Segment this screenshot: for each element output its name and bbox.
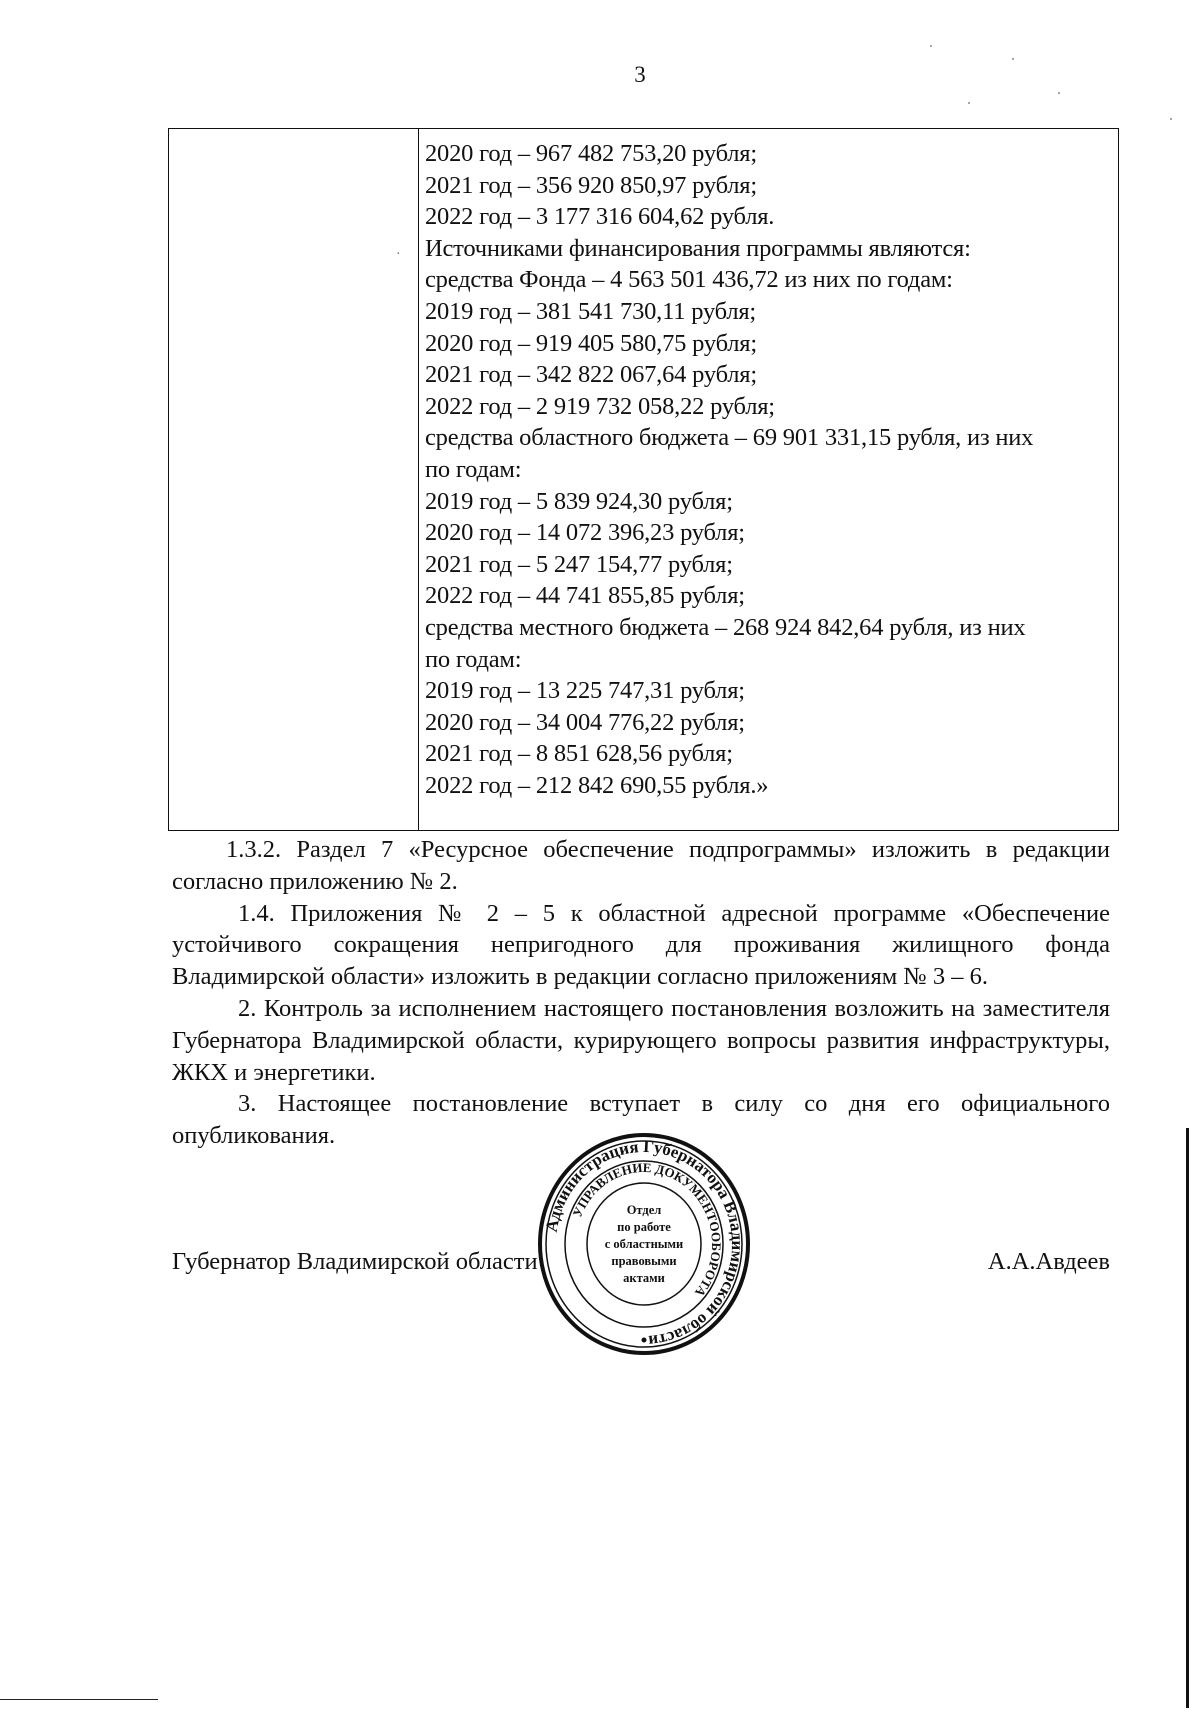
financing-line: 2022 год – 3 177 316 604,62 рубля. bbox=[425, 203, 775, 231]
financing-line: 2020 год – 919 405 580,75 рубля; bbox=[425, 329, 757, 357]
scan-speck bbox=[968, 102, 970, 104]
financing-line: 2021 год – 8 851 628,56 рубля; bbox=[425, 740, 733, 768]
financing-line: по годам: bbox=[425, 455, 522, 483]
financing-line: 2022 год – 44 741 855,85 рубля; bbox=[425, 582, 745, 610]
financing-table-label-cell bbox=[169, 129, 419, 830]
paragraph-1-4: 1.4. Приложения № 2 – 5 к областной адресной программе «Обеспечение устойчивого сокращения непригодного для проживания жилищного фонда Владимирской области» изложить в редакции согласно приложениям № 3 – 6. bbox=[172, 899, 1110, 991]
footer-rule bbox=[0, 1699, 158, 1700]
financing-line: средства Фонда – 4 563 501 436,72 из них по годам: bbox=[425, 266, 953, 294]
financing-line: 2020 год – 967 482 753,20 рубля; bbox=[425, 140, 757, 167]
financing-line: 2019 год – 13 225 747,31 рубля; bbox=[425, 677, 745, 705]
financing-line: 2021 год – 5 247 154,77 рубля; bbox=[425, 550, 733, 578]
document-body bbox=[172, 834, 1110, 1152]
signatory-name: А.А.Авдеев bbox=[987, 1248, 1110, 1275]
financing-line: 2021 год – 342 822 067,64 рубля; bbox=[425, 361, 757, 389]
financing-table bbox=[168, 128, 1119, 831]
financing-line: средства местного бюджета – 268 924 842,64 рубля, из них bbox=[425, 613, 1026, 641]
financing-table-value-cell bbox=[419, 129, 1118, 830]
scan-speck bbox=[1170, 118, 1172, 120]
financing-line: 2022 год – 212 842 690,55 рубля.» bbox=[425, 771, 769, 799]
financing-line: 2020 год – 34 004 776,22 рубля; bbox=[425, 708, 745, 736]
financing-line: 2019 год – 381 541 730,11 рубля; bbox=[425, 297, 757, 325]
official-seal-stamp bbox=[535, 1130, 753, 1358]
scan-speck bbox=[930, 45, 932, 47]
scan-dot: · bbox=[396, 247, 401, 262]
stamp-center-line: актами bbox=[623, 1271, 665, 1285]
scan-speck bbox=[1058, 92, 1060, 94]
financing-line: 2020 год – 14 072 396,23 рубля; bbox=[425, 519, 745, 547]
financing-line: средства областного бюджета – 69 901 331,15 рубля, из них bbox=[425, 424, 1034, 452]
stamp-star-dot bbox=[642, 1338, 647, 1343]
stamp-inner-text: УПРАВЛЕНИЕ ДОКУМЕНТООБОРОТА bbox=[569, 1159, 725, 1300]
paragraph-2: 2. Контроль за исполнением настоящего постановления возложить на заместителя Губернатора Владимирской области, курирующего вопросы развития инфраструктуры, ЖКХ и энергетики. bbox=[172, 994, 1110, 1086]
financing-line: 2022 год – 2 919 732 058,22 рубля; bbox=[425, 392, 775, 420]
scan-edge-line bbox=[1186, 1128, 1189, 1708]
paragraph-1-3-2: 1.3.2. Раздел 7 «Ресурсное обеспечение подпрограммы» изложить в редакции согласно приложению № 2. bbox=[172, 836, 1110, 895]
page-number: 3 bbox=[634, 62, 646, 87]
financing-line: 2019 год – 5 839 924,30 рубля; bbox=[425, 487, 733, 515]
financing-line: по годам: bbox=[425, 645, 522, 673]
signatory-title: Губернатор Владимирской области bbox=[172, 1248, 538, 1275]
scan-speck bbox=[1012, 58, 1014, 60]
stamp-center-line: правовыми bbox=[611, 1254, 677, 1268]
financing-line: 2021 год – 356 920 850,97 рубля; bbox=[425, 171, 757, 199]
stamp-center-line: по работе bbox=[617, 1220, 671, 1234]
financing-line: Источниками финансирования программы являются: bbox=[425, 234, 971, 262]
stamp-outer-text: Администрация Губернатора Владимирской области bbox=[541, 1136, 748, 1351]
stamp-center-line: с областными bbox=[604, 1237, 684, 1251]
stamp-center-line: Отдел bbox=[626, 1203, 662, 1217]
paragraph-3: 3. Настоящее постановление вступает в силу со дня его официального опубликования. bbox=[172, 1090, 1110, 1150]
